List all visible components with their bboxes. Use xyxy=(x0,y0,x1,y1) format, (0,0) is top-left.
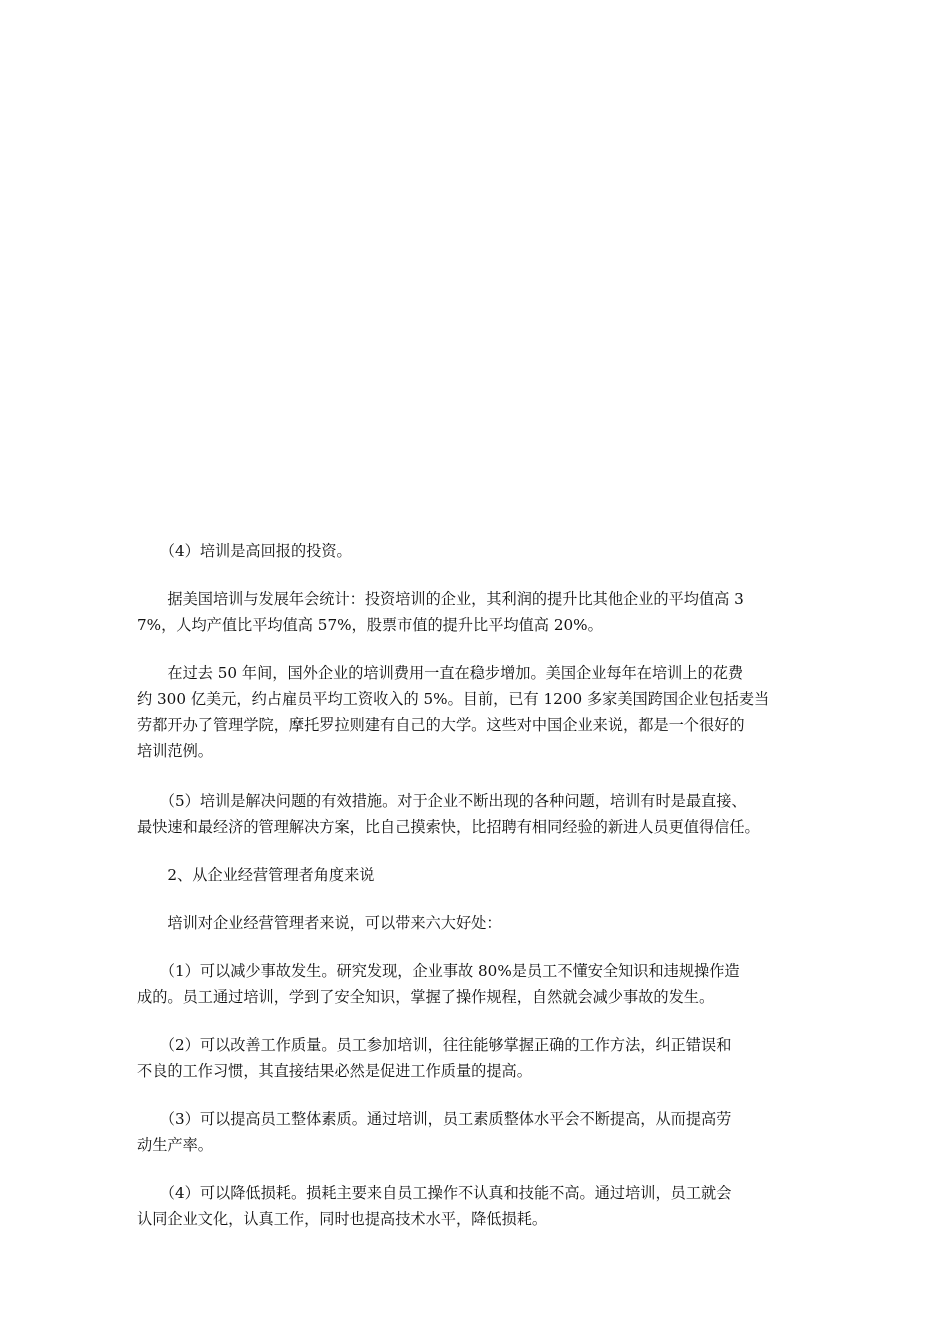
paragraph-six-benefits xyxy=(137,910,827,936)
paragraph-line: 劳都开办了管理学院，摩托罗拉则建有自己的大学。这些对中国企业来说，都是一个很好的 xyxy=(137,716,745,734)
paragraph-statistics xyxy=(137,586,827,638)
paragraph-line: 动生产率。 xyxy=(137,1136,213,1154)
paragraph-line: 7%，人均产值比平均值高 57%，股票市值的提升比平均值高 20%。 xyxy=(137,616,603,634)
paragraph-line: （3）可以提高员工整体素质。通过培训，员工素质整体水平会不断提高，从而提高劳 xyxy=(137,1110,732,1128)
paragraph-work-quality xyxy=(137,1032,827,1084)
paragraph-line: 认同企业文化，认真工作，同时也提高技术水平，降低损耗。 xyxy=(137,1210,548,1228)
paragraph-line: （5）培训是解决问题的有效措施。对于企业不断出现的各种问题，培训有时是最直接、 xyxy=(137,792,747,810)
paragraph-line: 培训对企业经营管理者来说，可以带来六大好处： xyxy=(137,914,502,932)
paragraph-investment-heading xyxy=(137,538,827,564)
paragraph-problem-solving xyxy=(137,788,827,840)
paragraph-line: 不良的工作习惯，其直接结果必然是促进工作质量的提高。 xyxy=(137,1062,532,1080)
paragraph-line: 培训范例。 xyxy=(137,742,213,760)
paragraph-line: （4）可以降低损耗。损耗主要来自员工操作不认真和技能不高。通过培训，员工就会 xyxy=(137,1184,732,1202)
paragraph-line: 成的。员工通过培训，学到了安全知识，掌握了操作规程，自然就会减少事故的发生。 xyxy=(137,988,715,1006)
paragraph-line: （1）可以减少事故发生。研究发现，企业事故 80%是员工不懂安全知识和违规操作造 xyxy=(137,962,740,980)
paragraph-line: （2）可以改善工作质量。员工参加培训，往往能够掌握正确的工作方法，纠正错误和 xyxy=(137,1036,732,1054)
paragraph-employee-quality xyxy=(137,1106,827,1158)
paragraph-reduce-accidents xyxy=(137,958,827,1010)
paragraph-line: 约 300 亿美元，约占雇员平均工资收入的 5%。目前，已有 1200 多家美国跨国企业包括麦当 xyxy=(137,690,770,708)
paragraph-line: （4）培训是高回报的投资。 xyxy=(137,542,352,560)
paragraph-reduce-loss xyxy=(137,1180,827,1232)
paragraph-training-costs xyxy=(137,660,827,764)
paragraph-line: 据美国培训与发展年会统计：投资培训的企业，其利润的提升比其他企业的平均值高 3 xyxy=(137,590,744,608)
paragraph-line: 在过去 50 年间，国外企业的培训费用一直在稳步增加。美国企业每年在培训上的花费 xyxy=(137,664,744,682)
paragraph-line: 2、从企业经营管理者角度来说 xyxy=(137,866,375,884)
section-heading-management xyxy=(137,862,827,888)
paragraph-line: 最快速和最经济的管理解决方案，比自己摸索快，比招聘有相同经验的新进人员更值得信任。 xyxy=(137,818,760,836)
